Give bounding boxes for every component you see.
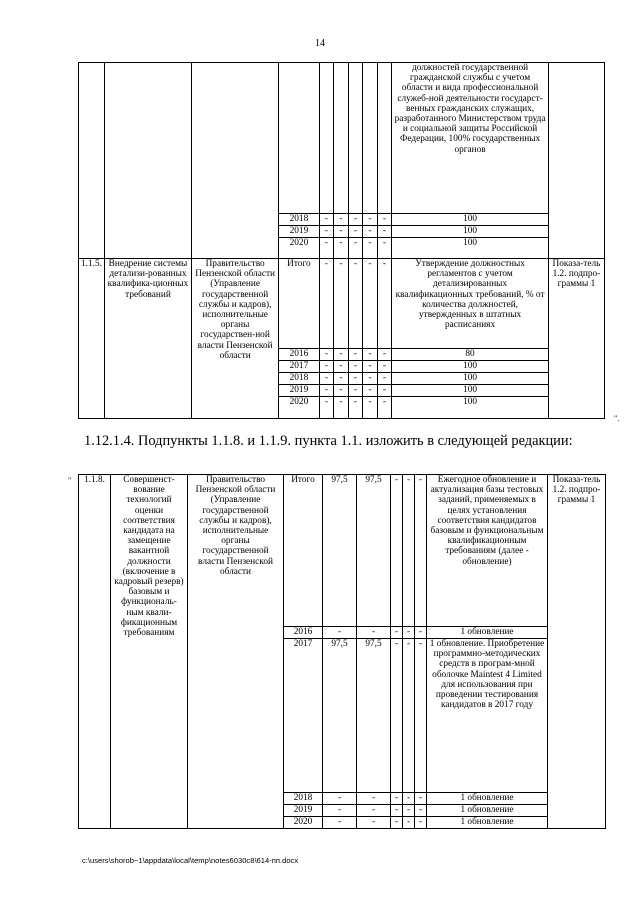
year-cell: 2019 bbox=[279, 226, 319, 238]
value-cell: 1 обновление bbox=[427, 627, 548, 639]
table-row: 2019 - - - - - 100 bbox=[79, 226, 605, 238]
item-executor: Правительство Пензенской области (Управление государственной службы и кадров), исполнительные органы государственной власти Пензенской области bbox=[188, 475, 284, 829]
indicator-link: Показа-тель 1.2. подпро-граммы 1 bbox=[548, 259, 604, 419]
table-row: 2017 - - - - - 100 bbox=[79, 361, 605, 373]
table-row: 2020 - - - - - 100 bbox=[79, 397, 605, 419]
value-cell: 1 обновление. Приобретение программно-методических средств в програм-мной оболочке Maintest 4 Limited для использования при проведении тестирования кандидатов в 2017 году bbox=[427, 639, 548, 793]
value-cell: 100 bbox=[392, 226, 549, 238]
amendment-paragraph: 1.12.1.4. Подпункты 1.1.8. и 1.1.9. пункта 1.1. изложить в следующей редакции: bbox=[84, 433, 573, 449]
value-cell: 100 bbox=[392, 361, 549, 373]
item-executor: Правительство Пензенской области (Управление государственной службы и кадров), исполнительные органы государствен-ной власти Пензенской области bbox=[192, 259, 279, 419]
value-cell: 100 bbox=[392, 385, 549, 397]
year-cell: 2016 bbox=[284, 627, 323, 639]
indicator-link: Показа-тель 1.2. подпро-граммы 1 bbox=[548, 475, 606, 829]
value-cell: 1 обновление bbox=[427, 817, 548, 829]
year-cell: 2016 bbox=[279, 349, 319, 361]
table-row: 2020 - - - - - 1 обновление bbox=[79, 817, 606, 829]
value-cell: 100 bbox=[392, 238, 549, 259]
year-cell: 2020 bbox=[279, 397, 319, 419]
table-row: 2017 97,5 97,5 - - - 1 обновление. Приобретение программно-методических средств в програм-мной оболочке Maintest 4 Limited для использования при проведении тестирования кандидатов в 2017 году bbox=[79, 639, 606, 793]
indicator-cell: должностей государственной гражданской службы с учетом области и вида профессиональной служеб-ной деятельности государст-венных гражданских служащих, разработанного Министерством труда и социальной защиты Российской Федерации, 100% государственных органов bbox=[392, 63, 549, 214]
page-number: 14 bbox=[315, 38, 325, 49]
table-row: 2016 - - - - - 80 bbox=[79, 349, 605, 361]
item-name: Внедрение системы детализи-рованных квалифика-ционных требований bbox=[104, 259, 191, 419]
item-number: 1.1.5. bbox=[79, 259, 105, 419]
program-table-bottom bbox=[78, 474, 606, 829]
value-cell: 100 bbox=[392, 214, 549, 226]
table-row: 2019 - - - - - 1 обновление bbox=[79, 805, 606, 817]
year-cell: 2018 bbox=[279, 214, 319, 226]
item-name: Совершенст-вование технологий оценки соответствия кандидата на замещение вакантной должности (включение в кадровый резерв) базовым и функциональ-ным квали-фикационным требованиям bbox=[111, 475, 188, 829]
table-row: 2020 - - - - - 100 bbox=[79, 238, 605, 259]
table-row: 2018 - - - - - 100 bbox=[79, 373, 605, 385]
year-cell: 2019 bbox=[284, 805, 323, 817]
value-cell: 100 bbox=[392, 373, 549, 385]
item-number: 1.1.8. bbox=[79, 475, 111, 829]
table-row: 1.1.8. Совершенст-вование технологий оценки соответствия кандидата на замещение вакантной должности (включение в кадровый резерв) базовым и функциональ-ным квали-фикационным требованиям Правительство Пензенской области (Управление государственной службы и кадров), исполнительные органы государственной власти Пензенской области Итого 97,5 97,5 - - - Ежегодное обновление и актуализация базы тестовых заданий, применяемых в целях установления соответствия кандидатов базовым и функциональным квалификационным требованиям (далее - обновление) Показа-тель 1.2. подпро-граммы 1 bbox=[79, 475, 606, 627]
year-cell: 2017 bbox=[284, 639, 323, 793]
year-cell: 2018 bbox=[279, 373, 319, 385]
table-row: 2016 - - - - - 1 обновление bbox=[79, 627, 606, 639]
year-cell: Итого bbox=[279, 259, 319, 349]
year-cell: 2019 bbox=[279, 385, 319, 397]
year-cell: Итого bbox=[284, 475, 323, 627]
table-row bbox=[79, 63, 605, 214]
year-cell: 2020 bbox=[284, 817, 323, 829]
table-row: 2018 - - - - - 100 bbox=[79, 214, 605, 226]
table-row: 2019 - - - - - 100 bbox=[79, 385, 605, 397]
closing-quote: ". bbox=[614, 414, 620, 423]
footer-file-path: c:\users\shorob~1\appdata\local\temp\notes6030c8\614-пп.docx bbox=[82, 856, 299, 865]
indicator-cell: Утверждение должностных регламентов с учетом детализированных квалификационных требований, % от количества должностей, утвержденных в штатных расписаниях bbox=[392, 259, 549, 349]
value-cell: 100 bbox=[392, 397, 549, 419]
table-row: 2018 - - - - - 1 обновление bbox=[79, 793, 606, 805]
value-cell: 1 обновление bbox=[427, 793, 548, 805]
table-row: 1.1.5. Внедрение системы детализи-рованных квалифика-ционных требований Правительство Пензенской области (Управление государственной службы и кадров), исполнительные органы государствен-ной власти Пензенской области Итого - - - - - Утверждение должностных регламентов с учетом детализированных квалификационных требований, % от количества должностей, утвержденных в штатных расписаниях Показа-тель 1.2. подпро-граммы 1 bbox=[79, 259, 605, 349]
program-table-top bbox=[78, 62, 605, 419]
year-cell: 2018 bbox=[284, 793, 323, 805]
year-cell: 2020 bbox=[279, 238, 319, 259]
value-cell: 1 обновление bbox=[427, 805, 548, 817]
opening-quote: " bbox=[68, 476, 72, 485]
value-cell: 80 bbox=[392, 349, 549, 361]
indicator-cell: Ежегодное обновление и актуализация базы тестовых заданий, применяемых в целях установления соответствия кандидатов базовым и функциональным квалификационным требованиям (далее - обновление) bbox=[427, 475, 548, 627]
year-cell: 2017 bbox=[279, 361, 319, 373]
